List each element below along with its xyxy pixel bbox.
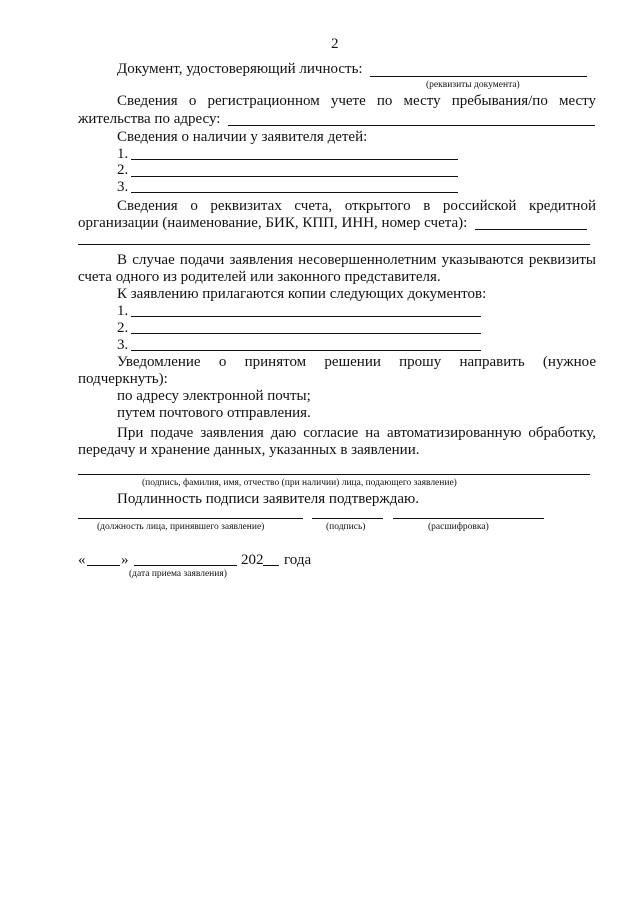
date-year-field[interactable] xyxy=(263,565,279,566)
attachment-3-field[interactable] xyxy=(131,350,481,351)
notification-option-post[interactable]: путем почтового отправления. xyxy=(117,405,311,421)
consent-line-2: передачу и хранение данных, указанных в заявлении. xyxy=(78,442,420,458)
minor-note-line-1: В случае подачи заявления несовершеннолетним указываются реквизиты xyxy=(117,252,596,268)
date-day-field[interactable] xyxy=(87,565,120,566)
child-3-label: 3. xyxy=(117,179,129,195)
applicant-signature-caption: (подпись, фамилия, имя, отчество (при наличии) лица, подающего заявление) xyxy=(142,478,457,488)
page-number: 2 xyxy=(331,36,339,52)
signature-caption: (подпись) xyxy=(326,522,366,532)
attachment-2-field[interactable] xyxy=(131,333,481,334)
bank-account-field-2[interactable] xyxy=(78,244,590,245)
applicant-signature-field[interactable] xyxy=(78,474,590,475)
child-2-label: 2. xyxy=(117,162,129,178)
consent-line-1: При подаче заявления даю согласие на автоматизированную обработку, xyxy=(117,425,596,441)
attachments-heading: К заявлению прилагаются копии следующих документов: xyxy=(117,286,487,302)
position-field[interactable] xyxy=(78,518,303,519)
attachment-1-label: 1. xyxy=(117,303,129,319)
minor-note-line-2: счета одного из родителей или законного представителя. xyxy=(78,269,441,285)
date-close-quote: » xyxy=(121,552,129,568)
bank-account-field-1[interactable] xyxy=(475,229,587,230)
notification-line-1: Уведомление о принятом решении прошу направить (нужное xyxy=(117,354,596,370)
attachment-3-label: 3. xyxy=(117,337,129,353)
registration-line-2: жительства по адресу: xyxy=(78,111,221,127)
date-month-field[interactable] xyxy=(134,565,237,566)
child-3-field[interactable] xyxy=(131,192,458,193)
attachment-2-label: 2. xyxy=(117,320,129,336)
registration-address-field[interactable] xyxy=(228,125,595,126)
bank-account-line-2: организации (наименование, БИК, КПП, ИНН, номер счета): xyxy=(78,215,468,231)
date-caption: (дата приема заявления) xyxy=(129,569,227,579)
identity-doc-caption: (реквизиты документа) xyxy=(426,80,520,90)
date-open-quote: « xyxy=(78,552,86,568)
children-heading: Сведения о наличии у заявителя детей: xyxy=(117,129,368,145)
registration-line-1: Сведения о регистрационном учете по месту пребывания/по месту xyxy=(117,93,596,109)
identity-doc-field[interactable] xyxy=(370,76,587,77)
child-2-field[interactable] xyxy=(131,176,458,177)
authenticity-text: Подлинность подписи заявителя подтверждаю. xyxy=(117,491,419,507)
identity-doc-label: Документ, удостоверяющий личность: xyxy=(117,61,363,77)
attachment-1-field[interactable] xyxy=(131,316,481,317)
decoding-field[interactable] xyxy=(393,518,544,519)
decoding-caption: (расшифровка) xyxy=(428,522,489,532)
date-year-prefix: 202 xyxy=(241,552,264,568)
bank-account-line-1: Сведения о реквизитах счета, открытого в российской кредитной xyxy=(117,198,596,214)
notification-option-email[interactable]: по адресу электронной почты; xyxy=(117,388,311,404)
child-1-label: 1. xyxy=(117,146,129,162)
date-year-suffix: года xyxy=(284,552,312,568)
signature-field[interactable] xyxy=(312,518,383,519)
notification-line-2: подчеркнуть): xyxy=(78,371,168,387)
child-1-field[interactable] xyxy=(131,159,458,160)
position-caption: (должность лица, принявшего заявление) xyxy=(97,522,265,532)
